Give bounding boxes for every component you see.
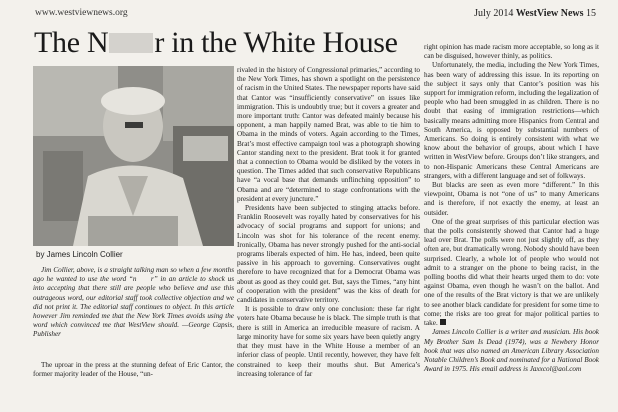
- article-column-3: [424, 43, 599, 374]
- redaction-block: [109, 33, 153, 53]
- article-column-2: [237, 66, 420, 379]
- issue-info: [474, 8, 596, 19]
- headline-part-1: The N: [34, 26, 109, 59]
- article-paragraph: It is possible to draw only one conclusion: these far right voters hate Obama because he is black. The simple truth is that there is still in America an irreducible measure of racism. A large minority have for some six years have been quietly angry that they must have in the White House a member of an inferior class of people. Until recently, however, they have felt constrained to keep their mouths shut. But America’s increasing tolerance of far: [237, 305, 420, 378]
- editor-note: [33, 266, 234, 340]
- end-mark-icon: [440, 319, 446, 325]
- site-url[interactable]: www.westviewnews.org: [35, 8, 128, 18]
- paper-name: WestView News: [515, 8, 584, 19]
- author-photo: [33, 66, 234, 246]
- article-column-1: [33, 361, 234, 379]
- article-paragraph: rivaled in the history of Congressional primaries,” according to the New York Times, has shown a spotlight on the persistence of racism in the United States. The newspaper reports have said that Cantor was “insufficiently conservative” on issues like immigration. This is undoubtly true; but it covers a greater and more important truth: Cantor was defeated mainly because his opponent, a man happily named Brat, was able to tie him to Obama in the minds of voters. Again according to the Times, Brat’s most effective campaign tool was a photograph showing Cantor standing next to the president. Brat took it for granted that a connection to Obama would be disliked by the voters in question. The Times added that such conservative Republicans have “a vocal base that demands unflinching opposition” to Obama and are “determined to stage confrontations with the president at every juncture.”: [237, 66, 420, 203]
- article-paragraph: [424, 218, 599, 328]
- editor-note-text: Jim Collier, above, is a straight talking man so when a few months ago he wanted to use the word “n r” in an article to shock us into accepting that there still are people who believe and use this outrageous word, our editorial staff took collective objection and we did not print it. The editorial staff continues to object. In this article however Jim reminded me that the New York Times avoids using the word which convinced me that WestView should. —George Capsis, Publisher: [33, 266, 234, 339]
- issue-date: July 2014: [474, 8, 514, 19]
- article-paragraph-text: One of the great surprises of this particular election was that the polls consistently showed that Cantor had a huge lead over Brat. The polls were not just slightly off, as they often are, but dramatically wrong. Nobody should have been surprised. Clearly, a whole lot of people who would not admit to a stranger on the phone to being racist, in the polling booths did what their hearts urged them to do: vote against Obama, even though he wasn’t on the ballot. And one of the results of the Brat victory is that we are unlikely to see another black candidate for president for some time to come; the risks are too great for major political parties to take.: [424, 217, 599, 328]
- masthead: [35, 8, 596, 20]
- article-paragraph: Presidents have been subjected to stinging attacks before. Franklin Roosevelt was royally hated by conservatives for his advocacy of social programs and support for unions; and Lincoln was shot for his tolerance of the recent enemy. Ironically, Obama has never strongly pushed for the anti-social programs liberals expected of him. He has, indeed, been quite passive in his approach to governing. Conservatives ought therefore to have recognized that for a Democrat Obama was about as good as they could get. But, says the Times, “any hint of cooperation with the president” was the kiss of death for candidates in conservative territory.: [237, 204, 420, 305]
- photo-caption: by James Lincoln Collier: [36, 250, 123, 259]
- article-paragraph: The uproar in the press at the stunning defeat of Eric Cantor, the former majority leader of the House, “un-: [33, 361, 234, 379]
- article-paragraph: But blacks are seen as even more “different.” In this viewpoint, Obama is not “one of us” to many Americans and is therefore, if not exactly the enemy, at least an outsider.: [424, 181, 599, 217]
- page-number: 15: [586, 8, 596, 19]
- article-paragraph: right opinion has made racism more acceptable, so long as it can be disguised, however thinly, as politics.: [424, 43, 599, 61]
- author-bio: James Lincoln Collier is a writer and musician. His book My Brother Sam Is Dead (1974), was a Newbery Honor book that was also named an American Library Association Notable Children’s Book and nominated for a National Book Award in 1975. His email address is Jaxxcol@aol.com: [424, 328, 599, 374]
- article-paragraph: Unfortunately, the media, including the New York Times, has been wary of addressing this issue. In its reporting on the subject it says only that Cantor’s position was his support for immigration reform, including the legalization of people who had been smuggled in as children. There is no doubt that easing of immigration restrictions—which basically means admitting more Hispanics from Central and South America, is opposed by substantial numbers of Americans. So doing is entirely consistent with what we know about the behavior of groups, about which I have written in WestView before. Groups don’t like strangers, and to non-Hispanic Americans these Central Americans are strangers, with a different language and set of folkways.: [424, 61, 599, 180]
- headline-part-2: r in the White House: [154, 26, 398, 59]
